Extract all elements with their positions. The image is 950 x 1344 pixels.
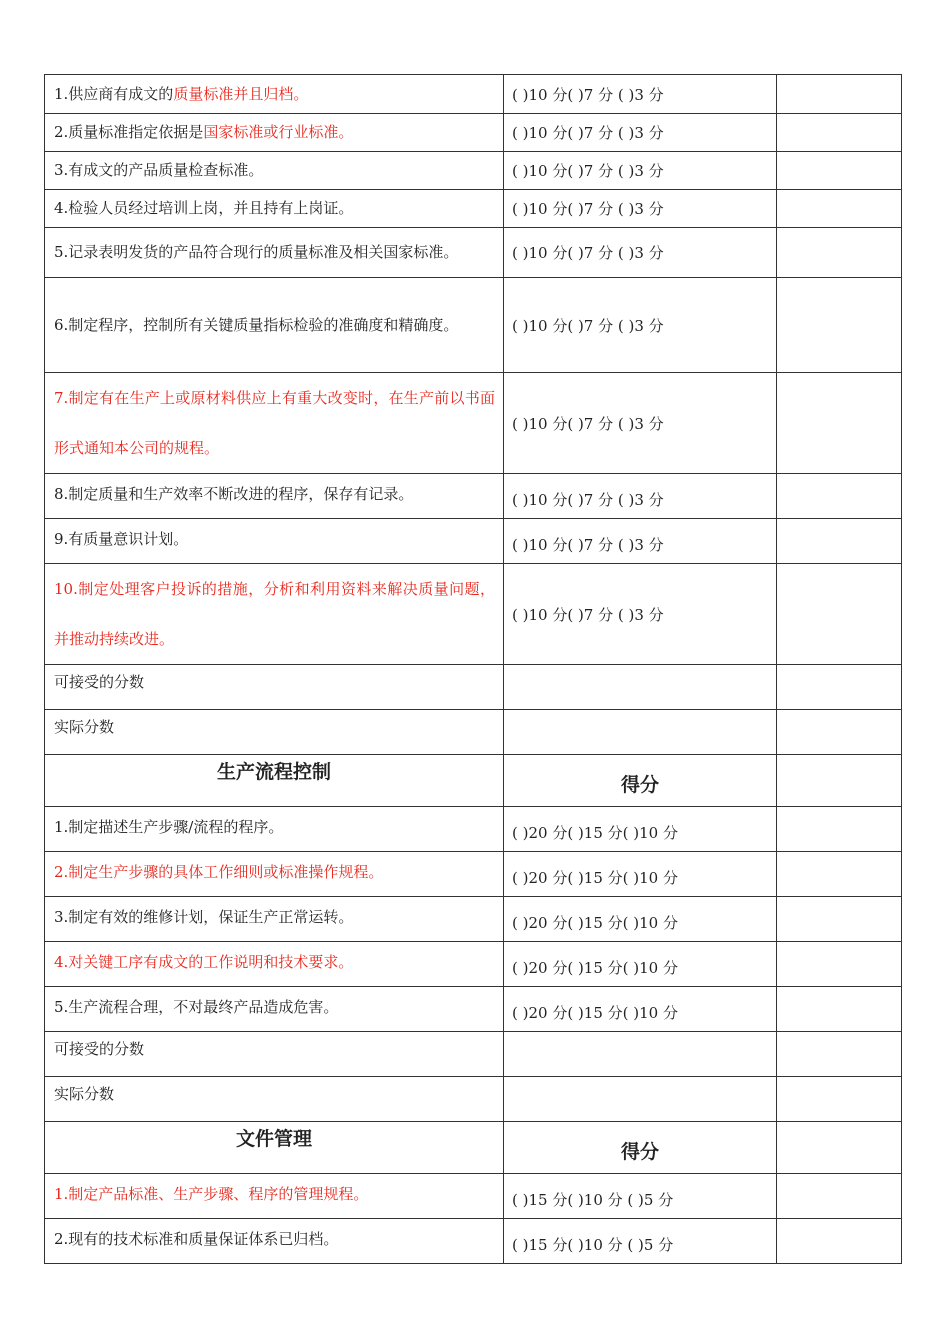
criterion-text: 5.记录表明发货的产品符合现行的质量标准及相关国家标准。 (45, 228, 504, 278)
actual-score-cell[interactable] (504, 1077, 777, 1122)
section-title: 生产流程控制 (45, 755, 504, 807)
score-cell[interactable] (777, 1174, 902, 1219)
score-cell (777, 755, 902, 807)
score-cell[interactable] (777, 665, 902, 710)
table-row (45, 278, 902, 373)
score-options[interactable]: ( )20 分( )15 分( )10 分 (504, 807, 777, 852)
score-cell[interactable] (777, 75, 902, 114)
score-cell[interactable] (777, 897, 902, 942)
score-cell[interactable] (777, 373, 902, 474)
criterion-text: 1.制定描述生产步骤/流程的程序。 (45, 807, 504, 852)
criterion-text: 4.对关键工序有成文的工作说明和技术要求。 (45, 942, 504, 987)
actual-score-label: 实际分数 (45, 710, 504, 755)
actual-score-label: 实际分数 (45, 1077, 504, 1122)
score-options[interactable]: ( )10 分( )7 分 ( )3 分 (504, 474, 777, 519)
criterion-text: 3.制定有效的维修计划，保证生产正常运转。 (45, 897, 504, 942)
score-cell[interactable] (777, 278, 902, 373)
score-cell[interactable] (777, 564, 902, 665)
table-row (45, 710, 902, 755)
table-row (45, 519, 902, 564)
criterion-text: 9.有质量意识计划。 (45, 519, 504, 564)
score-cell[interactable] (777, 228, 902, 278)
score-column-header: 得分 (504, 1122, 777, 1174)
table-row (45, 474, 902, 519)
score-cell[interactable] (777, 1077, 902, 1122)
score-options[interactable]: ( )20 分( )15 分( )10 分 (504, 852, 777, 897)
table-row (45, 1219, 902, 1264)
criterion-text: 6.制定程序，控制所有关键质量指标检验的准确度和精确度。 (45, 278, 504, 373)
score-cell[interactable] (777, 1032, 902, 1077)
score-options[interactable]: ( )15 分( )10 分 ( )5 分 (504, 1219, 777, 1264)
score-options[interactable]: ( )20 分( )15 分( )10 分 (504, 987, 777, 1032)
score-options[interactable]: ( )10 分( )7 分 ( )3 分 (504, 75, 777, 114)
score-cell[interactable] (777, 190, 902, 228)
score-column-header: 得分 (504, 755, 777, 807)
table-row (45, 852, 902, 897)
table-row (45, 564, 902, 665)
criterion-text: 1.制定产品标准、生产步骤、程序的管理规程。 (45, 1174, 504, 1219)
score-cell[interactable] (777, 987, 902, 1032)
acceptable-score-cell[interactable] (504, 665, 777, 710)
criterion-text: 4.检验人员经过培训上岗，并且持有上岗证。 (45, 190, 504, 228)
acceptable-score-cell[interactable] (504, 1032, 777, 1077)
actual-score-cell[interactable] (504, 710, 777, 755)
evaluation-table (44, 74, 902, 1264)
score-options[interactable]: ( )10 分( )7 分 ( )3 分 (504, 278, 777, 373)
score-options[interactable]: ( )20 分( )15 分( )10 分 (504, 942, 777, 987)
criterion-text: 7.制定有在生产上或原材料供应上有重大改变时，在生产前以书面形式通知本公司的规程。 (45, 373, 504, 474)
table-row (45, 1077, 902, 1122)
criterion-text: 2.制定生产步骤的具体工作细则或标准操作规程。 (45, 852, 504, 897)
table-row (45, 897, 902, 942)
table-row (45, 228, 902, 278)
score-cell[interactable] (777, 152, 902, 190)
acceptable-score-label: 可接受的分数 (45, 1032, 504, 1077)
acceptable-score-label: 可接受的分数 (45, 665, 504, 710)
table-row (45, 152, 902, 190)
score-cell (777, 1122, 902, 1174)
score-options[interactable]: ( )10 分( )7 分 ( )3 分 (504, 114, 777, 152)
table-row (45, 190, 902, 228)
table-row (45, 665, 902, 710)
score-options[interactable]: ( )10 分( )7 分 ( )3 分 (504, 190, 777, 228)
score-cell[interactable] (777, 114, 902, 152)
score-cell[interactable] (777, 942, 902, 987)
score-options[interactable]: ( )10 分( )7 分 ( )3 分 (504, 373, 777, 474)
score-cell[interactable] (777, 474, 902, 519)
section-title: 文件管理 (45, 1122, 504, 1174)
score-options[interactable]: ( )10 分( )7 分 ( )3 分 (504, 152, 777, 190)
criterion-text: 2.质量标准指定依据是国家标准或行业标准。 (45, 114, 504, 152)
section-header-row (45, 1122, 902, 1174)
table-row (45, 373, 902, 474)
score-cell[interactable] (777, 1219, 902, 1264)
score-cell[interactable] (777, 710, 902, 755)
criterion-text: 10.制定处理客户投诉的措施，分析和利用资料来解决质量问题，并推动持续改进。 (45, 564, 504, 665)
table-row (45, 1032, 902, 1077)
score-options[interactable]: ( )10 分( )7 分 ( )3 分 (504, 519, 777, 564)
table-row (45, 942, 902, 987)
criterion-text: 8.制定质量和生产效率不断改进的程序，保存有记录。 (45, 474, 504, 519)
table-row (45, 114, 902, 152)
score-options[interactable]: ( )15 分( )10 分 ( )5 分 (504, 1174, 777, 1219)
criterion-text: 1.供应商有成文的质量标准并且归档。 (45, 75, 504, 114)
score-cell[interactable] (777, 807, 902, 852)
table-row (45, 807, 902, 852)
score-cell[interactable] (777, 852, 902, 897)
score-options[interactable]: ( )10 分( )7 分 ( )3 分 (504, 564, 777, 665)
criterion-text: 2.现有的技术标准和质量保证体系已归档。 (45, 1219, 504, 1264)
table-row (45, 1174, 902, 1219)
criterion-text: 3.有成文的产品质量检查标准。 (45, 152, 504, 190)
score-options[interactable]: ( )20 分( )15 分( )10 分 (504, 897, 777, 942)
section-header-row (45, 755, 902, 807)
criterion-text: 5.生产流程合理，不对最终产品造成危害。 (45, 987, 504, 1032)
table-row (45, 987, 902, 1032)
table-row (45, 75, 902, 114)
score-cell[interactable] (777, 519, 902, 564)
score-options[interactable]: ( )10 分( )7 分 ( )3 分 (504, 228, 777, 278)
